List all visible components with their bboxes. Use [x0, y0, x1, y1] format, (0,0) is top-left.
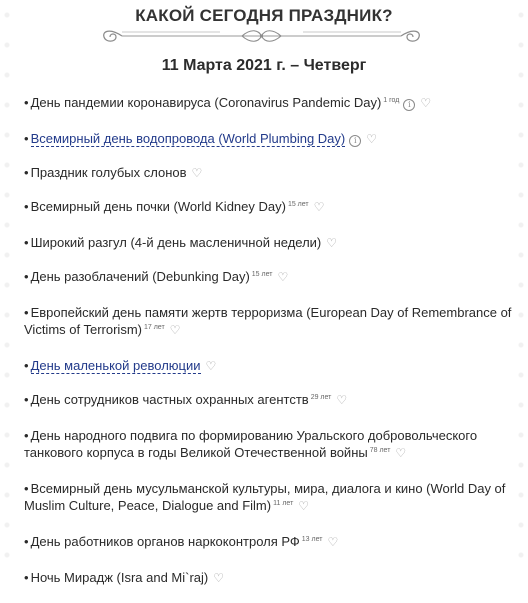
heart-icon[interactable]: ♡: [326, 236, 338, 250]
bullet-icon: •: [24, 165, 29, 180]
heart-icon[interactable]: ♡: [213, 571, 224, 585]
page-title: КАКОЙ СЕГОДНЯ ПРАЗДНИК?: [135, 6, 393, 25]
holiday-item: [24, 569, 514, 587]
title-ornament-divider: [100, 27, 423, 45]
bullet-icon: •: [24, 131, 29, 146]
bullet-icon: •: [24, 534, 29, 549]
holiday-list: [24, 94, 514, 603]
holiday-item: [24, 427, 514, 464]
years-badge: 17 лет: [143, 324, 165, 331]
holiday-name: Широкий разгул (4-й день масленичной недели): [30, 235, 322, 250]
info-icon[interactable]: i: [403, 99, 415, 111]
years-badge: 11 лет: [273, 500, 294, 507]
holiday-name: Праздник голубых слонов: [30, 165, 187, 180]
holiday-item: [24, 198, 514, 218]
years-badge: 29 лет: [310, 394, 332, 401]
heart-icon[interactable]: ♡: [169, 323, 181, 337]
holiday-item: [24, 304, 514, 341]
bullet-icon: •: [24, 235, 29, 250]
holiday-item: [24, 533, 514, 553]
holiday-name: Всемирный день почки (World Kidney Day): [30, 199, 286, 214]
holiday-item: [24, 130, 514, 148]
heart-icon[interactable]: ♡: [205, 359, 217, 373]
holiday-name: День разоблачений (Debunking Day): [30, 269, 250, 284]
years-badge: 15 лет: [287, 201, 309, 208]
heart-icon[interactable]: ♡: [327, 535, 339, 549]
holiday-item: [24, 94, 514, 114]
bullet-icon: •: [24, 481, 29, 496]
info-icon[interactable]: i: [349, 135, 361, 147]
years-badge: 78 лет: [369, 447, 391, 454]
years-badge: 1 год: [383, 97, 400, 104]
right-side-pattern: [514, 0, 528, 558]
holiday-link[interactable]: Всемирный день водопровода (World Plumbing Day): [30, 131, 346, 146]
heart-icon[interactable]: ♡: [298, 499, 310, 513]
holiday-item: [24, 268, 514, 288]
holiday-name: День народного подвига по формированию Уральского добровольческого танкового корпуса в годы Великой Отечественной войны: [24, 428, 478, 460]
holiday-link[interactable]: День маленькой революции: [30, 358, 201, 373]
holiday-name: День сотрудников частных охранных агентств: [30, 392, 309, 407]
holiday-name: День пандемии коронавируса (Coronavirus Pandemic Day): [30, 95, 382, 110]
years-badge: 15 лет: [251, 271, 273, 278]
holiday-item: [24, 164, 514, 182]
holiday-item: [24, 391, 514, 411]
bullet-icon: •: [24, 269, 29, 284]
heart-icon[interactable]: ♡: [395, 446, 407, 460]
heart-icon[interactable]: ♡: [191, 166, 203, 180]
holiday-name: Европейский день памяти жертв терроризма (European Day of Remembrance of Victims of Terrorism): [24, 305, 512, 337]
bullet-icon: •: [24, 305, 29, 320]
heart-icon[interactable]: ♡: [336, 393, 348, 407]
bullet-icon: •: [24, 358, 29, 373]
holiday-item: [24, 234, 514, 252]
bullet-icon: •: [24, 199, 29, 214]
bullet-icon: •: [24, 428, 29, 443]
holiday-name: День работников органов наркоконтроля РФ: [30, 534, 300, 549]
heart-icon[interactable]: ♡: [366, 132, 377, 146]
bullet-icon: •: [24, 570, 29, 585]
holiday-item: [24, 357, 514, 375]
holiday-name: Всемирный день мусульманской культуры, мира, диалога и кино (World Day of Muslim Culture, Peace, Dialogue and Film): [24, 481, 506, 513]
bullet-icon: •: [24, 95, 29, 110]
bullet-icon: •: [24, 392, 29, 407]
heart-icon[interactable]: ♡: [313, 200, 325, 214]
years-badge: 13 лет: [301, 536, 323, 543]
heart-icon[interactable]: ♡: [420, 96, 432, 110]
left-side-pattern: [0, 0, 14, 558]
holiday-item: [24, 480, 514, 517]
current-date: 11 Марта 2021 г. – Четверг: [161, 57, 367, 74]
heart-icon[interactable]: ♡: [277, 270, 289, 284]
holiday-name: Ночь Мирадж (Isra and Mi`raj): [30, 570, 209, 585]
